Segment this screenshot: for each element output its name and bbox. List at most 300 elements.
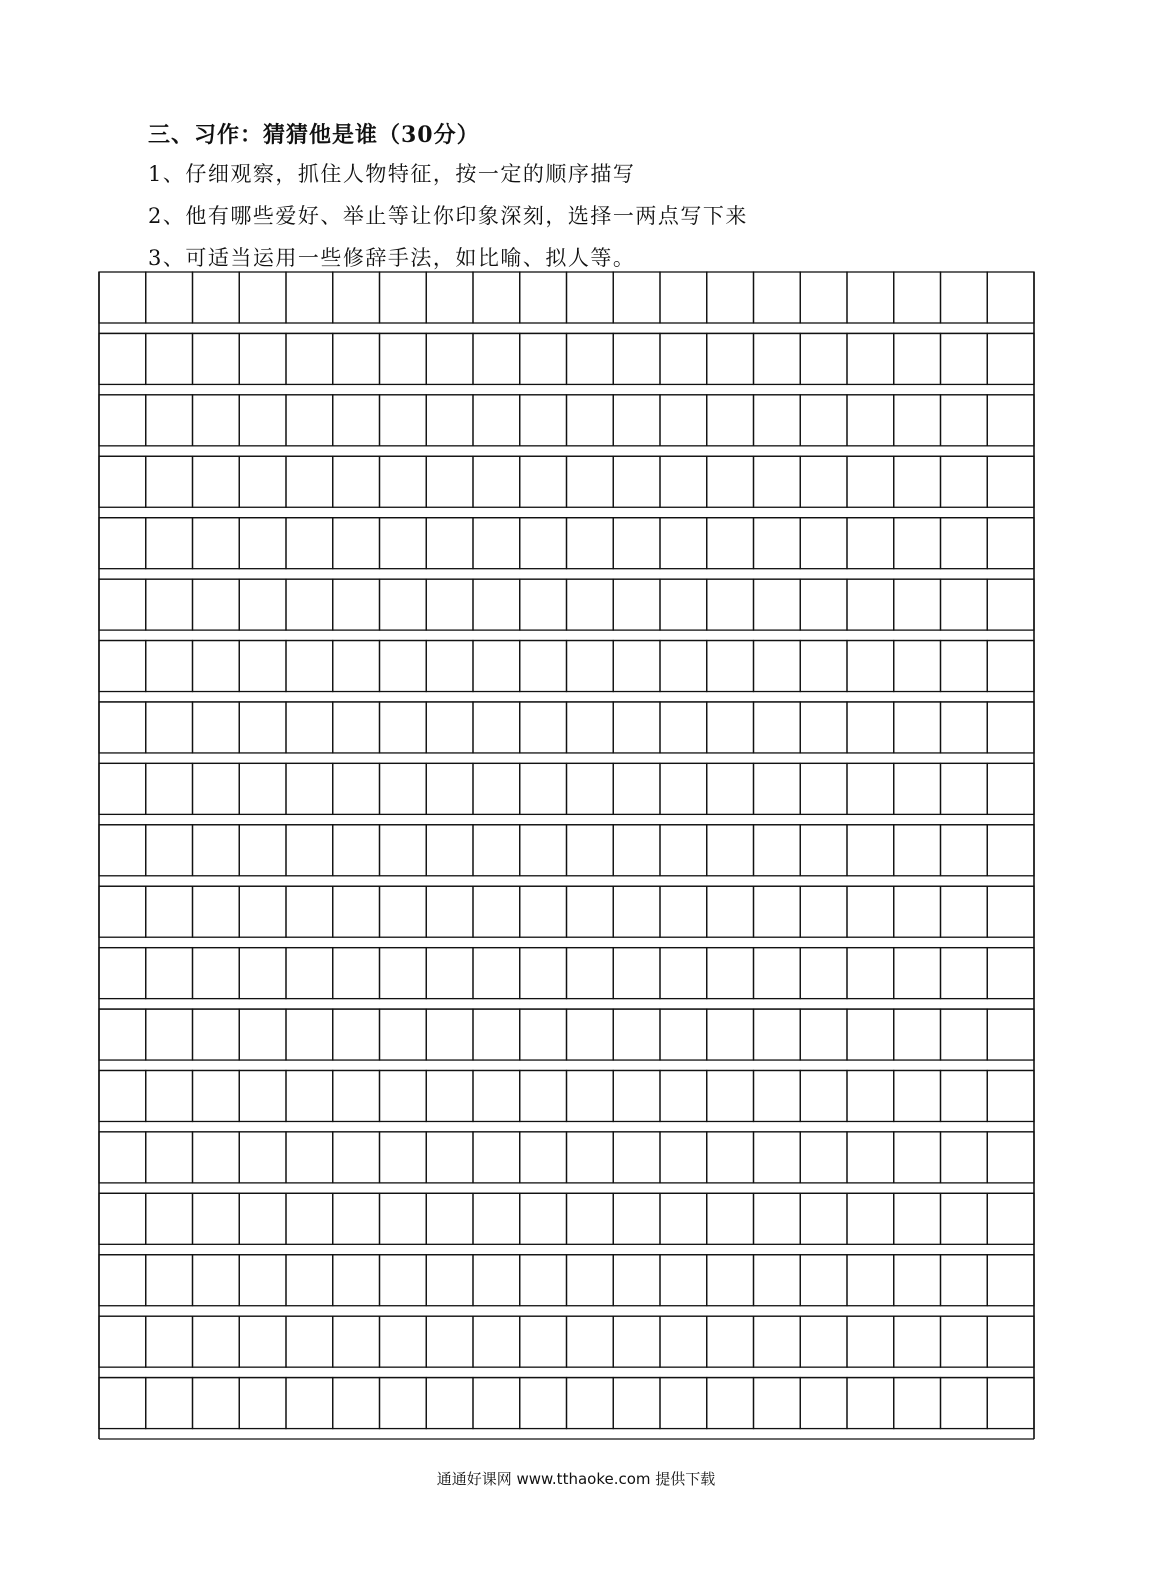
grid-cell[interactable]: [286, 702, 333, 753]
grid-cell[interactable]: [333, 1132, 380, 1183]
grid-cell[interactable]: [847, 702, 894, 753]
grid-cell[interactable]: [239, 1255, 286, 1306]
grid-cell[interactable]: [613, 1255, 660, 1306]
grid-cell[interactable]: [99, 272, 146, 323]
grid-cell[interactable]: [567, 1378, 614, 1429]
grid-cell[interactable]: [380, 395, 427, 446]
grid-cell[interactable]: [473, 333, 520, 384]
grid-cell[interactable]: [707, 763, 754, 814]
grid-cell[interactable]: [613, 333, 660, 384]
grid-row[interactable]: [99, 702, 1034, 753]
grid-cell[interactable]: [99, 1132, 146, 1183]
grid-cell[interactable]: [333, 1193, 380, 1244]
grid-cell[interactable]: [941, 1193, 988, 1244]
grid-cell[interactable]: [847, 1193, 894, 1244]
grid-cell[interactable]: [193, 763, 240, 814]
grid-cell[interactable]: [146, 948, 193, 999]
grid-row[interactable]: [99, 763, 1034, 814]
grid-cell[interactable]: [707, 456, 754, 507]
grid-cell[interactable]: [847, 1009, 894, 1060]
grid-cell[interactable]: [426, 1255, 473, 1306]
grid-cell[interactable]: [146, 333, 193, 384]
grid-row[interactable]: [99, 886, 1034, 937]
grid-cell[interactable]: [286, 456, 333, 507]
grid-cell[interactable]: [99, 1009, 146, 1060]
grid-cell[interactable]: [707, 333, 754, 384]
grid-cell[interactable]: [520, 518, 567, 569]
grid-cell[interactable]: [800, 948, 847, 999]
grid-cell[interactable]: [146, 886, 193, 937]
grid-cell[interactable]: [987, 702, 1034, 753]
grid-cell[interactable]: [941, 641, 988, 692]
grid-cell[interactable]: [239, 1193, 286, 1244]
grid-cell[interactable]: [146, 1255, 193, 1306]
grid-cell[interactable]: [239, 1070, 286, 1121]
grid-cell[interactable]: [800, 1193, 847, 1244]
grid-cell[interactable]: [894, 641, 941, 692]
grid-cell[interactable]: [941, 518, 988, 569]
grid-cell[interactable]: [99, 1193, 146, 1244]
grid-cell[interactable]: [380, 1193, 427, 1244]
grid-cell[interactable]: [941, 1316, 988, 1367]
grid-cell[interactable]: [193, 1132, 240, 1183]
grid-cell[interactable]: [333, 579, 380, 630]
grid-cell[interactable]: [567, 641, 614, 692]
grid-cell[interactable]: [146, 825, 193, 876]
grid-cell[interactable]: [707, 886, 754, 937]
grid-cell[interactable]: [894, 1193, 941, 1244]
grid-cell[interactable]: [987, 1132, 1034, 1183]
grid-cell[interactable]: [987, 272, 1034, 323]
grid-cell[interactable]: [800, 763, 847, 814]
grid-cell[interactable]: [426, 395, 473, 446]
grid-cell[interactable]: [333, 395, 380, 446]
grid-cell[interactable]: [473, 1193, 520, 1244]
grid-cell[interactable]: [193, 272, 240, 323]
grid-row[interactable]: [99, 456, 1034, 507]
grid-cell[interactable]: [333, 702, 380, 753]
grid-cell[interactable]: [800, 1378, 847, 1429]
grid-cell[interactable]: [707, 1009, 754, 1060]
grid-cell[interactable]: [473, 456, 520, 507]
grid-row[interactable]: [99, 1070, 1034, 1121]
grid-cell[interactable]: [847, 886, 894, 937]
grid-cell[interactable]: [613, 702, 660, 753]
grid-cell[interactable]: [754, 518, 801, 569]
grid-cell[interactable]: [707, 1378, 754, 1429]
grid-cell[interactable]: [754, 948, 801, 999]
grid-cell[interactable]: [660, 333, 707, 384]
grid-cell[interactable]: [520, 825, 567, 876]
grid-cell[interactable]: [333, 333, 380, 384]
grid-cell[interactable]: [987, 1378, 1034, 1429]
grid-cell[interactable]: [333, 456, 380, 507]
grid-row[interactable]: [99, 395, 1034, 446]
grid-cell[interactable]: [894, 702, 941, 753]
grid-cell[interactable]: [146, 1132, 193, 1183]
grid-cell[interactable]: [660, 641, 707, 692]
grid-cell[interactable]: [567, 1255, 614, 1306]
grid-cell[interactable]: [333, 1378, 380, 1429]
grid-cell[interactable]: [987, 1009, 1034, 1060]
grid-cell[interactable]: [894, 333, 941, 384]
grid-cell[interactable]: [707, 1255, 754, 1306]
grid-cell[interactable]: [800, 272, 847, 323]
grid-cell[interactable]: [520, 641, 567, 692]
grid-cell[interactable]: [520, 1316, 567, 1367]
grid-cell[interactable]: [754, 1378, 801, 1429]
grid-cell[interactable]: [987, 886, 1034, 937]
grid-cell[interactable]: [99, 456, 146, 507]
grid-cell[interactable]: [426, 825, 473, 876]
grid-cell[interactable]: [847, 1378, 894, 1429]
grid-cell[interactable]: [146, 702, 193, 753]
grid-cell[interactable]: [847, 1070, 894, 1121]
grid-cell[interactable]: [613, 886, 660, 937]
grid-cell[interactable]: [567, 948, 614, 999]
grid-cell[interactable]: [847, 763, 894, 814]
grid-cell[interactable]: [894, 1378, 941, 1429]
grid-cell[interactable]: [426, 702, 473, 753]
grid-cell[interactable]: [987, 579, 1034, 630]
grid-cell[interactable]: [567, 1316, 614, 1367]
grid-cell[interactable]: [239, 272, 286, 323]
grid-cell[interactable]: [426, 641, 473, 692]
grid-cell[interactable]: [847, 333, 894, 384]
grid-cell[interactable]: [941, 1255, 988, 1306]
grid-cell[interactable]: [894, 1316, 941, 1367]
grid-cell[interactable]: [707, 1193, 754, 1244]
grid-cell[interactable]: [847, 1255, 894, 1306]
grid-row[interactable]: [99, 1132, 1034, 1183]
grid-cell[interactable]: [380, 1132, 427, 1183]
grid-cell[interactable]: [987, 763, 1034, 814]
grid-cell[interactable]: [987, 1316, 1034, 1367]
grid-cell[interactable]: [146, 1316, 193, 1367]
grid-cell[interactable]: [987, 1255, 1034, 1306]
grid-cell[interactable]: [754, 1070, 801, 1121]
grid-cell[interactable]: [99, 825, 146, 876]
grid-cell[interactable]: [333, 886, 380, 937]
grid-cell[interactable]: [426, 1378, 473, 1429]
grid-cell[interactable]: [941, 763, 988, 814]
grid-cell[interactable]: [847, 825, 894, 876]
grid-cell[interactable]: [193, 579, 240, 630]
grid-cell[interactable]: [473, 1255, 520, 1306]
grid-cell[interactable]: [99, 1378, 146, 1429]
grid-cell[interactable]: [800, 825, 847, 876]
grid-cell[interactable]: [239, 1009, 286, 1060]
grid-cell[interactable]: [567, 1070, 614, 1121]
grid-cell[interactable]: [707, 579, 754, 630]
grid-cell[interactable]: [520, 579, 567, 630]
grid-cell[interactable]: [473, 763, 520, 814]
grid-cell[interactable]: [426, 1193, 473, 1244]
grid-cell[interactable]: [613, 1193, 660, 1244]
grid-cell[interactable]: [894, 456, 941, 507]
grid-cell[interactable]: [473, 702, 520, 753]
grid-cell[interactable]: [286, 579, 333, 630]
grid-cell[interactable]: [473, 1132, 520, 1183]
grid-cell[interactable]: [567, 333, 614, 384]
grid-cell[interactable]: [894, 1255, 941, 1306]
grid-cell[interactable]: [193, 333, 240, 384]
grid-cell[interactable]: [193, 641, 240, 692]
grid-cell[interactable]: [800, 641, 847, 692]
grid-cell[interactable]: [613, 518, 660, 569]
grid-row[interactable]: [99, 579, 1034, 630]
grid-cell[interactable]: [520, 1378, 567, 1429]
grid-cell[interactable]: [380, 456, 427, 507]
grid-cell[interactable]: [99, 886, 146, 937]
grid-cell[interactable]: [473, 1316, 520, 1367]
grid-cell[interactable]: [754, 1132, 801, 1183]
grid-cell[interactable]: [613, 1316, 660, 1367]
grid-cell[interactable]: [987, 1193, 1034, 1244]
grid-cell[interactable]: [286, 1316, 333, 1367]
grid-cell[interactable]: [941, 702, 988, 753]
grid-cell[interactable]: [567, 1193, 614, 1244]
grid-cell[interactable]: [847, 456, 894, 507]
grid-row[interactable]: [99, 518, 1034, 569]
grid-cell[interactable]: [239, 825, 286, 876]
grid-cell[interactable]: [660, 948, 707, 999]
grid-cell[interactable]: [380, 579, 427, 630]
grid-cell[interactable]: [520, 1193, 567, 1244]
grid-cell[interactable]: [754, 1009, 801, 1060]
grid-cell[interactable]: [567, 825, 614, 876]
grid-cell[interactable]: [707, 825, 754, 876]
grid-cell[interactable]: [847, 395, 894, 446]
grid-cell[interactable]: [567, 1132, 614, 1183]
grid-cell[interactable]: [520, 702, 567, 753]
grid-cell[interactable]: [286, 1009, 333, 1060]
grid-cell[interactable]: [987, 825, 1034, 876]
grid-cell[interactable]: [941, 1378, 988, 1429]
grid-cell[interactable]: [380, 763, 427, 814]
grid-cell[interactable]: [800, 579, 847, 630]
grid-cell[interactable]: [707, 1070, 754, 1121]
grid-cell[interactable]: [800, 886, 847, 937]
grid-row[interactable]: [99, 825, 1034, 876]
grid-cell[interactable]: [707, 272, 754, 323]
grid-cell[interactable]: [754, 333, 801, 384]
grid-cell[interactable]: [941, 333, 988, 384]
grid-cell[interactable]: [613, 1009, 660, 1060]
grid-cell[interactable]: [193, 1193, 240, 1244]
grid-cell[interactable]: [707, 1316, 754, 1367]
grid-cell[interactable]: [660, 1132, 707, 1183]
grid-cell[interactable]: [520, 456, 567, 507]
grid-row[interactable]: [99, 948, 1034, 999]
grid-cell[interactable]: [426, 763, 473, 814]
grid-cell[interactable]: [941, 1132, 988, 1183]
grid-row[interactable]: [99, 272, 1034, 323]
grid-cell[interactable]: [754, 456, 801, 507]
grid-row[interactable]: [99, 333, 1034, 384]
grid-cell[interactable]: [146, 456, 193, 507]
grid-cell[interactable]: [239, 886, 286, 937]
grid-cell[interactable]: [193, 948, 240, 999]
grid-cell[interactable]: [800, 395, 847, 446]
grid-cell[interactable]: [286, 1132, 333, 1183]
grid-cell[interactable]: [894, 579, 941, 630]
grid-cell[interactable]: [146, 1009, 193, 1060]
grid-cell[interactable]: [754, 395, 801, 446]
grid-cell[interactable]: [754, 886, 801, 937]
grid-row[interactable]: [99, 1255, 1034, 1306]
grid-cell[interactable]: [660, 395, 707, 446]
grid-row[interactable]: [99, 1193, 1034, 1244]
grid-cell[interactable]: [239, 1378, 286, 1429]
grid-cell[interactable]: [239, 395, 286, 446]
grid-cell[interactable]: [987, 518, 1034, 569]
grid-cell[interactable]: [333, 763, 380, 814]
grid-cell[interactable]: [660, 1255, 707, 1306]
grid-cell[interactable]: [239, 518, 286, 569]
grid-cell[interactable]: [193, 518, 240, 569]
grid-cell[interactable]: [567, 1009, 614, 1060]
grid-cell[interactable]: [99, 948, 146, 999]
grid-cell[interactable]: [707, 395, 754, 446]
grid-cell[interactable]: [847, 518, 894, 569]
grid-cell[interactable]: [426, 948, 473, 999]
grid-cell[interactable]: [380, 1316, 427, 1367]
grid-cell[interactable]: [660, 518, 707, 569]
grid-cell[interactable]: [660, 763, 707, 814]
grid-row[interactable]: [99, 1378, 1034, 1429]
grid-cell[interactable]: [286, 825, 333, 876]
grid-cell[interactable]: [754, 825, 801, 876]
grid-cell[interactable]: [520, 1009, 567, 1060]
grid-cell[interactable]: [894, 395, 941, 446]
grid-cell[interactable]: [847, 579, 894, 630]
grid-cell[interactable]: [333, 272, 380, 323]
grid-cell[interactable]: [613, 579, 660, 630]
grid-cell[interactable]: [239, 456, 286, 507]
grid-cell[interactable]: [333, 1316, 380, 1367]
grid-cell[interactable]: [146, 579, 193, 630]
grid-cell[interactable]: [894, 1132, 941, 1183]
grid-cell[interactable]: [473, 948, 520, 999]
grid-cell[interactable]: [987, 1070, 1034, 1121]
grid-cell[interactable]: [613, 825, 660, 876]
grid-cell[interactable]: [239, 641, 286, 692]
grid-cell[interactable]: [239, 1132, 286, 1183]
grid-cell[interactable]: [613, 1378, 660, 1429]
grid-cell[interactable]: [239, 333, 286, 384]
grid-cell[interactable]: [754, 641, 801, 692]
grid-cell[interactable]: [987, 641, 1034, 692]
grid-cell[interactable]: [941, 395, 988, 446]
grid-cell[interactable]: [800, 1316, 847, 1367]
grid-cell[interactable]: [146, 1378, 193, 1429]
grid-cell[interactable]: [99, 1255, 146, 1306]
grid-row[interactable]: [99, 1316, 1034, 1367]
grid-cell[interactable]: [426, 456, 473, 507]
grid-cell[interactable]: [707, 1132, 754, 1183]
grid-cell[interactable]: [333, 1255, 380, 1306]
grid-cell[interactable]: [707, 948, 754, 999]
grid-cell[interactable]: [333, 518, 380, 569]
grid-cell[interactable]: [473, 272, 520, 323]
grid-cell[interactable]: [941, 456, 988, 507]
grid-cell[interactable]: [286, 518, 333, 569]
grid-cell[interactable]: [520, 886, 567, 937]
grid-cell[interactable]: [660, 1378, 707, 1429]
grid-cell[interactable]: [473, 886, 520, 937]
grid-cell[interactable]: [473, 518, 520, 569]
grid-cell[interactable]: [286, 948, 333, 999]
grid-cell[interactable]: [520, 763, 567, 814]
grid-cell[interactable]: [380, 825, 427, 876]
grid-cell[interactable]: [473, 1070, 520, 1121]
grid-cell[interactable]: [99, 641, 146, 692]
grid-cell[interactable]: [239, 763, 286, 814]
grid-cell[interactable]: [286, 272, 333, 323]
grid-cell[interactable]: [286, 763, 333, 814]
grid-cell[interactable]: [99, 763, 146, 814]
grid-cell[interactable]: [239, 1316, 286, 1367]
grid-cell[interactable]: [193, 1009, 240, 1060]
grid-cell[interactable]: [754, 1255, 801, 1306]
grid-cell[interactable]: [520, 272, 567, 323]
grid-cell[interactable]: [660, 456, 707, 507]
grid-cell[interactable]: [193, 825, 240, 876]
grid-cell[interactable]: [567, 272, 614, 323]
grid-cell[interactable]: [847, 272, 894, 323]
grid-cell[interactable]: [146, 1070, 193, 1121]
grid-cell[interactable]: [99, 518, 146, 569]
grid-cell[interactable]: [894, 1009, 941, 1060]
grid-cell[interactable]: [800, 456, 847, 507]
grid-cell[interactable]: [660, 1316, 707, 1367]
grid-cell[interactable]: [333, 948, 380, 999]
grid-cell[interactable]: [613, 456, 660, 507]
grid-cell[interactable]: [239, 702, 286, 753]
grid-cell[interactable]: [941, 1070, 988, 1121]
grid-cell[interactable]: [894, 825, 941, 876]
grid-cell[interactable]: [754, 702, 801, 753]
grid-cell[interactable]: [847, 948, 894, 999]
grid-cell[interactable]: [894, 1070, 941, 1121]
grid-cell[interactable]: [99, 702, 146, 753]
grid-cell[interactable]: [520, 1255, 567, 1306]
grid-cell[interactable]: [520, 948, 567, 999]
grid-cell[interactable]: [380, 272, 427, 323]
grid-cell[interactable]: [426, 579, 473, 630]
grid-cell[interactable]: [754, 272, 801, 323]
grid-cell[interactable]: [99, 395, 146, 446]
grid-cell[interactable]: [426, 1009, 473, 1060]
grid-cell[interactable]: [613, 395, 660, 446]
grid-cell[interactable]: [286, 886, 333, 937]
grid-cell[interactable]: [473, 825, 520, 876]
grid-cell[interactable]: [707, 641, 754, 692]
grid-cell[interactable]: [380, 1070, 427, 1121]
grid-cell[interactable]: [286, 641, 333, 692]
grid-cell[interactable]: [894, 948, 941, 999]
grid-cell[interactable]: [286, 1070, 333, 1121]
grid-cell[interactable]: [473, 395, 520, 446]
grid-cell[interactable]: [754, 579, 801, 630]
grid-cell[interactable]: [426, 1316, 473, 1367]
grid-cell[interactable]: [987, 948, 1034, 999]
grid-cell[interactable]: [941, 825, 988, 876]
grid-cell[interactable]: [193, 1255, 240, 1306]
grid-cell[interactable]: [987, 395, 1034, 446]
grid-cell[interactable]: [520, 1132, 567, 1183]
